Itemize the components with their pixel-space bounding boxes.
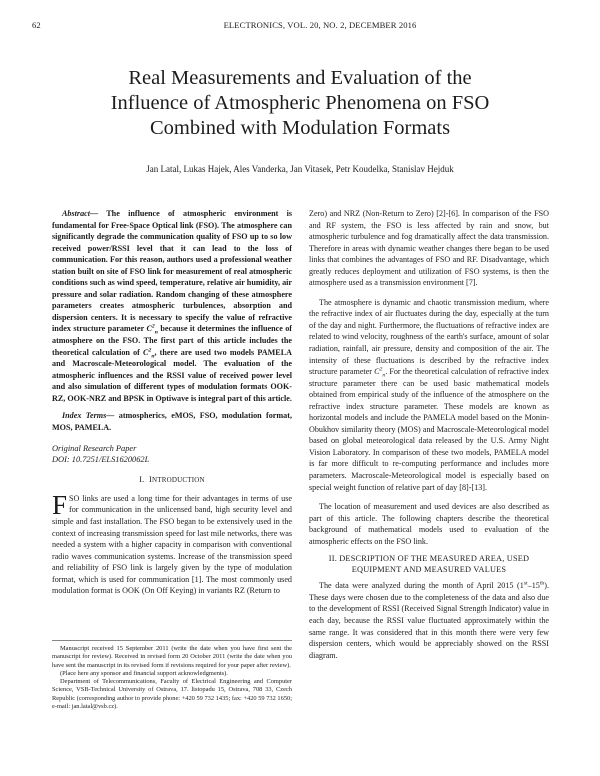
- symbol-sub: n: [382, 372, 386, 379]
- paragraph-gap: [309, 493, 549, 501]
- abstract-text-a: — The influence of atmospheric environment is fundamental for Free-Space Optical link (FSO). The atmosphere can significantly degrade the communication quality of FSO up to so low received power/RSSI level that it can lead to the loss of communication. For this reason, authors used a professional weather station built on site of FSO link for measurement of real atmospheric conditions such as wind speed, temperature, relative air humidity, air pressure and solar radiation. Random changing of these atmosphere parameters creates atmospheric turbulences, absorption and dispersion centers. It is necessary to specify the value of refractive index structure parameter: [52, 209, 292, 334]
- abstract-paragraph: [52, 208, 292, 404]
- paragraph-gap: [309, 289, 549, 297]
- symbol-sub: n: [151, 353, 155, 360]
- cn2-symbol: [143, 346, 155, 360]
- section-heading-introduction: [52, 474, 292, 487]
- ordinal-suffix: th: [539, 580, 545, 587]
- paragraph-text: . For the theoretical calculation of refractive index structure parameter there can be used basic mathematical models obtained from empirical study of the influence of the atmosphere on the refractive index structure parameter. These models are known as horizontal models and include the PAMELA model based on the Monin-Obukhov similarity theory (MOS) and Macroscale-Meteorological model based on global meteorological data released by the U.S. Army Night Vision Laboratory. In comparison of these two models, PAMELA model is far more difficult to re-computing performance and includes more parameters. Macroscale-Meteorological model is especially based on special weight function of relative part of day [8]-[13].: [309, 367, 549, 492]
- title-line: Real Measurements and Evaluation of the: [128, 67, 472, 89]
- heading-line: EQUIPMENT AND MEASURED VALUES: [351, 565, 507, 575]
- abstract-label: Abstract: [62, 209, 90, 218]
- symbol-sup: 2: [148, 346, 152, 353]
- title-line: Influence of Atmospheric Phenomena on FSO: [110, 92, 490, 114]
- symbol-base: C: [143, 347, 149, 357]
- symbol-base: C: [374, 367, 380, 377]
- drop-cap: F: [52, 489, 68, 520]
- section-heading-measured-area: [309, 553, 549, 575]
- journal-citation: ELECTRONICS, VOL. 20, NO. 2, DECEMBER 2016: [223, 20, 417, 30]
- right-column: [309, 208, 549, 661]
- paper-info: [52, 443, 292, 465]
- symbol-sub: n: [154, 330, 158, 337]
- abstract: [52, 208, 292, 404]
- paragraph-text: The atmosphere is dynamic and chaotic transmission medium, where the refractive index of air fluctuates during the day, especially at the turn of the day and night. Furthermore, the fluctuations of refractive index are related to wind velocity, roughness of the earth's surface, amount of solar radiation, rainfall, air pressure, density and composition of the air. The intensity of these fluctuations is described by the refractive index structure parameter: [309, 297, 549, 377]
- index-terms-text: — atmospherics, eMOS, FSO, modulation format, MOS, PAMELA.: [52, 411, 292, 432]
- paragraph-text: –15: [527, 581, 540, 591]
- body-paragraph: Zero) and NRZ (Non-Return to Zero) [2]-[6]. In comparison of the FSO and RF system, the FSO is less affected by rain and snow, but atmospheric turbulence and fog dramatically affect the data transmission. Therefore in areas with dynamic weather changes there began to be used links that combines the advantages of FSO and RF. Disadvantage, which greatly reduces deployment and utilization of FSO systems, is then the atmosphere used as a transmission environment [7].: [309, 209, 549, 288]
- left-column: [52, 208, 292, 597]
- footnote: (Place here any sponsor and financial support acknowledgments).: [60, 669, 228, 677]
- cn2-symbol: [146, 323, 158, 337]
- running-header: [32, 20, 568, 34]
- title-line: Combined with Modulation Formats: [149, 117, 451, 139]
- body-paragraph: [309, 297, 549, 493]
- heading-rest: NTRODUCTION: [152, 476, 205, 485]
- body-paragraph: [309, 580, 549, 661]
- author-list: Jan Latal, Lukas Hajek, Ales Vanderka, Jan Vitasek, Petr Koudelka, Stanislav Hejduk: [146, 164, 454, 174]
- cn2-symbol: [374, 366, 386, 379]
- symbol-base: C: [146, 324, 152, 334]
- footnote: Department of Telecommunications, Faculty of Electrical Engineering and Computer Science, VSB-Technical University of Ostrava, 17. listopadu 15, Ostrava, 708 33, Czech Republic (corresponding author to provide phone: +420 59 732 1435; fax: +420 59 732 1650; e-mail: jan.latal@vsb.cz).: [52, 678, 292, 711]
- paper-type: Original Research Paper: [52, 444, 137, 454]
- body-paragraph: The location of measurement and used devices are also described as part of this article. The following chapters describe the theoretical background of mathematical models used to evaluation of the atmospheric effects on the FSO link.: [309, 502, 549, 546]
- intro-paragraph: [52, 489, 292, 597]
- index-terms-label: Index Terms: [62, 411, 107, 421]
- paragraph-text: ). These days were chosen due to the completeness of the data and also due to the development of RSSI (Received Signal Strength Indicator) value in each day, because the RSSI value fluctuated approximately within the same range. It was considered that in this month there were very few dispersion centers, which would be appreciably showed on the RSSI diagram.: [309, 581, 549, 660]
- intro-text: SO links are used a long time for their advantages in terms of use for communication in the unlicensed band, high security level and simple and fast installation. The FSO began to be extensively used in the context of increasing transmission speed for last mile networks, there was needed a system with a higher capacity in comparison with conventional radio waves communication systems. Increase of the transmission speed and reliability of FSO link is largely given by the type of modulation format, which is used for communication [1]. The most commonly used modulation format is OOK (On Off Keying) in variants RZ (Return to: [52, 493, 292, 596]
- abstract-text-c: , there are used two models PAMELA and Macroscale-Meteorological model. The evaluation of the atmospheric influences and the RSSI value of received power level and also simulation of different types of modulation formats OOK-RZ, OOK-NRZ and BPSK in Optiwave is integral part of this article.: [52, 347, 292, 403]
- footnote: Manuscript received 15 September 2011 (write the date when you have first sent the manuscript for review). Received in revised form 20 October 2011 (write the date when you have sent the manuscript in its revised form if revisions required for your paper after review).: [52, 645, 292, 669]
- page-number: 62: [32, 20, 41, 30]
- paragraph-text: The data were analyzed during the month of April 2015 (1: [319, 581, 524, 591]
- paper-doi: DOI: 10.7251/ELS1620062L: [52, 455, 150, 465]
- section-number: I.: [139, 475, 145, 485]
- ordinal-suffix: st: [523, 580, 528, 587]
- heading-initial: I: [149, 475, 152, 485]
- abstract-text-b: because it determines the influence of atmosphere on the FSO. The first part of this article includes the theoretical calculation of: [52, 324, 293, 357]
- index-terms: [52, 410, 292, 433]
- heading-line: II. DESCRIPTION OF THE MEASURED AREA, USED: [328, 554, 530, 564]
- symbol-sup: 2: [379, 366, 383, 373]
- symbol-sup: 2: [151, 323, 155, 330]
- footnotes: [52, 640, 292, 711]
- paper-title: [40, 66, 560, 141]
